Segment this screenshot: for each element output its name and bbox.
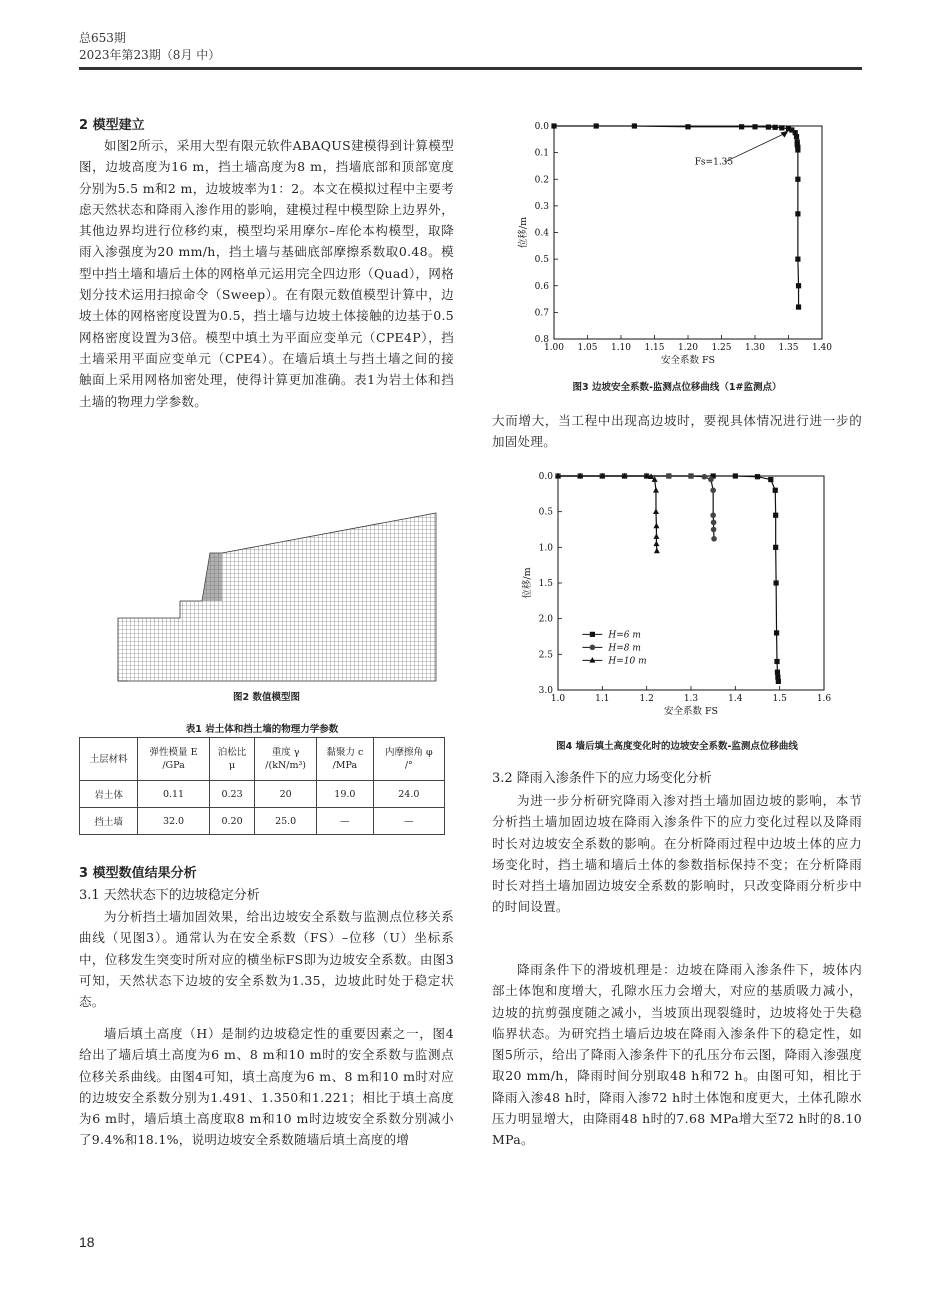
- data-point-square: [752, 124, 757, 129]
- table1: [79, 737, 445, 835]
- table1-header-cell: 重度 γ /(kN/m³): [255, 738, 317, 781]
- table1-header-row: [80, 738, 445, 781]
- data-point-circle: [688, 473, 694, 479]
- y-tick-label: 0.8: [534, 335, 549, 345]
- data-point-square: [795, 211, 800, 216]
- data-point-triangle: [653, 508, 659, 514]
- y-tick-label: 0.6: [534, 281, 549, 292]
- section32-paragraph2: 降雨条件下的滑坡机理是：边坡在降雨入渗条件下，坡体内部土体饱和度增大，孔隙水压力会增大，对应的基质吸力减小，边坡的抗剪强度随之减小，当坡顶出现裂缝时，边坡将处于失稳临界状态。为研究挡土墙后边坡在降雨入渗条件下的稳定性，如图5所示，给出了降雨入渗条件下的孔压分布云图，降雨入渗强度取20 mm/h，降雨时间分别取48 h和72 h。由图可知，相比于降雨入渗48 h时，降雨入渗72 h时土体饱和度更大，土体孔隙水压力明显增大，由降雨48 h时的7.68 MPa增大至72 h时的8.10 MPa。: [492, 962, 862, 1148]
- data-point-triangle: [653, 533, 659, 539]
- x-tick-label: 1.1: [595, 694, 610, 704]
- data-point-square: [594, 123, 599, 128]
- series-line: [558, 476, 714, 539]
- figure2-caption: 图2 数值模型图: [233, 692, 300, 703]
- data-point-square: [773, 513, 778, 518]
- data-point-square: [774, 659, 779, 664]
- issue-total: 总653期: [79, 31, 126, 45]
- series-line: [558, 476, 657, 551]
- section31-paragraph2: 墙后填土高度（H）是制约边坡稳定性的重要因素之一，图4给出了墙后填土高度为6 m、8 m和10 m时的安全系数与监测点位移关系曲线。由图4可知，填土高度为6 m、8 m和10 m时对应的边坡安全系数分别为1.491、1.350和1.221；相比于填土高度为6 m时，墙后填土高度取8 m和10 m时边坡安全系数分别减小了9.4%和18.1%，说明边坡安全系数随墙后填土高度的增: [79, 1026, 454, 1148]
- section32-heading: 3.2 降雨入渗条件下的应力场变化分析: [492, 771, 712, 786]
- data-point-square: [551, 123, 556, 128]
- mesh-domain: [118, 513, 436, 681]
- series-line: [554, 126, 799, 307]
- x-tick-label: 1.3: [683, 694, 699, 704]
- section31-heading: 3.1 天然状态下的边坡稳定分析: [79, 888, 260, 903]
- data-point-triangle: [653, 540, 659, 546]
- x-tick-label: 1.40: [811, 343, 833, 353]
- table-cell: 0.20: [209, 808, 254, 835]
- table-cell: 24.0: [373, 781, 444, 808]
- x-tick-label: 1.10: [610, 343, 632, 353]
- section32-paragraph1: 为进一步分析研究降雨入渗对挡土墙加固边坡的影响，本节分析挡土墙加固边坡在降雨入渗条件下的应力变化过程以及降雨时长对边坡安全系数的影响。在分析降雨过程中边坡土体的应力场变化时，挡土墙和墙后土体的参数指标保持不变；在分析降雨时长对挡土墙加固边坡安全系数的影响时，只改变降雨分析步中的时间设置。: [492, 793, 862, 915]
- data-point-circle: [711, 527, 717, 533]
- figure3-caption: 图3 边坡安全系数-监测点位移曲线（1#监测点）: [572, 382, 782, 393]
- y-tick-label: 0.4: [534, 228, 549, 239]
- data-point-square: [796, 283, 801, 288]
- y-tick-label: 0.0: [534, 122, 549, 132]
- data-point-square: [796, 304, 801, 309]
- data-point-circle: [702, 474, 708, 480]
- y-tick-label: 3.0: [538, 686, 553, 696]
- annotation-arrow-line: [725, 133, 787, 162]
- data-point-square: [590, 632, 595, 637]
- table1-header-cell: 泊松比 μ: [209, 738, 254, 781]
- data-point-triangle: [653, 523, 659, 529]
- data-point-circle: [710, 487, 716, 493]
- section2-paragraph: 如图2所示，采用大型有限元软件ABAQUS建模得到计算模型图，边坡高度为16 m，挡土墙高度为8 m，挡墙底部和顶部宽度分别为5.5 m和2 m，边坡坡率为1：2。本文在模拟过程中主要考虑天然状态和降雨入渗作用的影响，建模过程中模型除上边界外，其他边界均进行位移约束，模型均采用摩尔–库伦本构模型，取降雨入渗强度为20 mm/h，挡土墙与基础底部摩擦系数取0.48。模型中挡土墙和墙后土体的网格单元运用完全四边形（Quad），网格划分技术运用扫掠命令（Sweep）。在有限元数值模型计算中，边坡土体的网格密度设置为0.5，挡土墙与边坡土体接触的边基于0.5网格密度设置为3倍。模型中填土为平面应变单元（CPE4P），挡土墙采用平面应变单元（CPE4）。在墙后填土与挡土墙之间的接触面上采用网格加密处理，使得计算更加准确。表1为岩土体和挡土墙的物理力学参数。: [79, 138, 454, 409]
- table-cell: 32.0: [138, 808, 210, 835]
- data-point-square: [794, 134, 799, 139]
- x-tick-label: 1.35: [778, 343, 799, 353]
- y-tick-label: 0.7: [534, 308, 549, 319]
- data-point-square: [773, 545, 778, 550]
- issue-date: 2023年第23期（8月 中）: [79, 48, 221, 62]
- table-cell: 19.0: [317, 781, 374, 808]
- table1-caption: 表1 岩土体和挡土墙的物理力学参数: [185, 724, 339, 735]
- data-point-circle: [590, 645, 596, 651]
- data-point-triangle: [654, 548, 660, 554]
- y-tick-label: 1.0: [538, 543, 553, 554]
- series-line: [558, 476, 778, 681]
- table-cell: 挡土墙: [80, 808, 138, 835]
- data-point-square: [776, 679, 781, 684]
- data-point-circle: [666, 473, 672, 479]
- table-row: [80, 808, 445, 835]
- x-tick-label: 1.30: [744, 343, 766, 353]
- y-tick-label: 0.5: [534, 255, 549, 266]
- legend-label: H=8 m: [608, 643, 641, 654]
- y-axis-label: 位移/m: [518, 216, 529, 249]
- data-point-circle: [711, 536, 717, 542]
- table-cell: 0.23: [209, 781, 254, 808]
- table-cell: 0.11: [138, 781, 210, 808]
- x-axis-label: 安全系数 FS: [663, 706, 719, 717]
- data-point-square: [766, 124, 771, 129]
- page-number: 18: [79, 1234, 95, 1250]
- figure4-caption: 图4 墙后填土高度变化时的边坡安全系数-监测点位移曲线: [556, 741, 798, 752]
- y-tick-label: 1.5: [538, 579, 553, 589]
- table-cell: —: [373, 808, 444, 835]
- data-point-square: [773, 125, 778, 130]
- data-point-square: [774, 580, 779, 585]
- table-cell: —: [317, 808, 374, 835]
- data-point-square: [795, 177, 800, 182]
- data-point-triangle: [653, 487, 659, 493]
- y-tick-label: 2.5: [538, 650, 553, 661]
- data-point-square: [773, 488, 778, 493]
- x-tick-label: 1.5: [772, 694, 787, 704]
- legend-label: H=10 m: [608, 656, 647, 667]
- x-tick-label: 1.25: [711, 343, 732, 353]
- y-tick-label: 0.0: [538, 472, 553, 482]
- legend-label: H=6 m: [608, 630, 641, 641]
- retaining-wall: [202, 553, 222, 601]
- y-tick-label: 0.1: [534, 148, 549, 159]
- data-point-square: [733, 473, 738, 478]
- fs-annotation: Fs=1.35: [694, 157, 734, 168]
- x-tick-label: 1.2: [639, 694, 654, 704]
- y-tick-label: 0.3: [534, 201, 549, 212]
- data-point-square: [632, 123, 637, 128]
- table1-header-cell: 内摩擦角 φ /°: [373, 738, 444, 781]
- figure2-mesh-model: [110, 505, 450, 685]
- data-point-circle: [708, 477, 714, 483]
- y-tick-label: 0.5: [538, 507, 553, 518]
- x-tick-label: 1.4: [728, 694, 743, 704]
- data-point-circle: [710, 512, 716, 518]
- data-point-circle: [711, 520, 717, 526]
- data-point-square: [795, 257, 800, 262]
- annotation-arrowhead: [781, 131, 789, 138]
- running-header: [79, 30, 220, 64]
- table-cell: 岩土体: [80, 781, 138, 808]
- y-tick-label: 2.0: [538, 614, 553, 625]
- figure4-chart: [492, 455, 862, 740]
- table-cell: 25.0: [255, 808, 317, 835]
- table1-header-cell: 弹性模量 E /GPa: [138, 738, 210, 781]
- data-point-square: [755, 474, 760, 479]
- x-tick-label: 1.0: [550, 694, 566, 704]
- data-point-square: [685, 124, 690, 129]
- section3-heading: 3 模型数值结果分析: [79, 866, 197, 881]
- data-point-square: [775, 670, 780, 675]
- header-rule: [79, 67, 862, 70]
- y-tick-label: 0.2: [534, 175, 549, 186]
- x-tick-label: 1.05: [577, 343, 598, 353]
- x-axis-label: 安全系数 FS: [660, 355, 716, 366]
- section2-heading: 2 模型建立: [79, 118, 145, 133]
- plot-frame: [554, 126, 822, 339]
- figure3-chart: [492, 108, 862, 398]
- x-tick-label: 1.00: [543, 343, 565, 353]
- data-point-triangle: [589, 657, 595, 663]
- x-tick-label: 1.6: [816, 694, 832, 704]
- plot-frame: [558, 476, 824, 690]
- data-point-square: [739, 124, 744, 129]
- table-cell: 20: [255, 781, 317, 808]
- x-tick-label: 1.15: [644, 343, 665, 353]
- section31-paragraph2-continued: 大而增大，当工程中出现高边坡时，要视具体情况进行进一步的加固处理。: [492, 413, 862, 450]
- data-point-square: [779, 125, 784, 130]
- section31-paragraph1: 为分析挡土墙加固效果，给出边坡安全系数与监测点位移关系曲线（见图3）。通常认为在安全系数（FS）–位移（U）坐标系中，位移发生突变时所对应的横坐标FS即为边坡安全系数。由图3可知，天然状态下边坡的安全系数为1.35，边坡此时处于稳定状态。: [79, 909, 454, 1010]
- data-point-square: [795, 147, 800, 152]
- data-point-square: [768, 477, 773, 482]
- table1-header-cell: 黏聚力 c /MPa: [317, 738, 374, 781]
- table-row: [80, 781, 445, 808]
- table1-header-cell: 土层材料: [80, 738, 138, 781]
- data-point-square: [774, 630, 779, 635]
- y-axis-label: 位移/m: [522, 567, 533, 599]
- x-tick-label: 1.20: [677, 343, 699, 353]
